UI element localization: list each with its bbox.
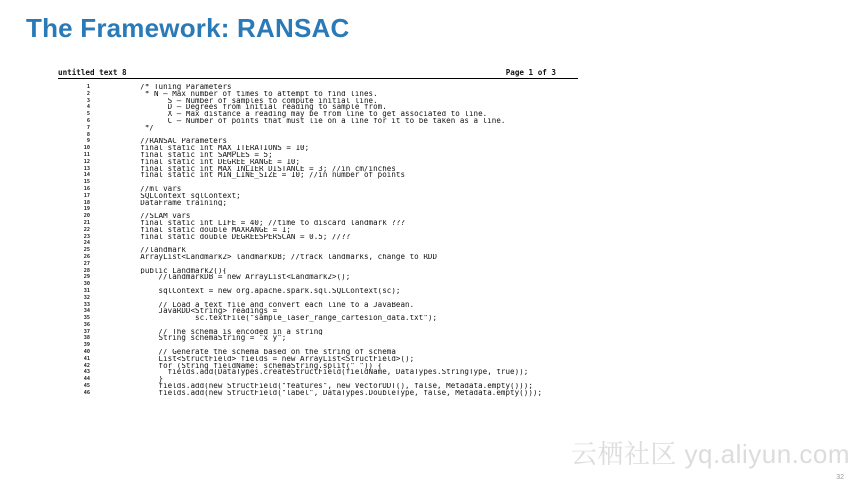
- code-line: [58, 390, 578, 397]
- code-text: final static int MAX_ITERATIONS = 10;: [122, 145, 310, 152]
- line-number: 17: [83, 192, 90, 199]
- code-text: }: [122, 376, 164, 384]
- code-text: final static int MIN_LINE_SIZE = 10; //in number of points: [122, 172, 406, 180]
- code-line: [58, 84, 578, 91]
- line-number: 35: [83, 315, 90, 322]
- code-text: [122, 179, 574, 186]
- line-number: 15: [83, 179, 90, 186]
- code-printout: [58, 68, 578, 397]
- code-line: [58, 132, 578, 139]
- code-line: [58, 179, 578, 186]
- printout-page-label: Page 1 of 3: [505, 68, 556, 77]
- line-number: 45: [83, 383, 90, 390]
- code-line: [58, 118, 578, 125]
- code-line: [58, 376, 578, 383]
- code-text: public Landmark2(){: [122, 267, 228, 275]
- code-line: [58, 172, 578, 179]
- code-line: [58, 166, 578, 173]
- code-line: [58, 145, 578, 152]
- line-number: 40: [83, 349, 90, 356]
- line-number: 14: [83, 172, 90, 179]
- code-line: [58, 329, 578, 336]
- code-line: [58, 240, 578, 247]
- code-line: [58, 104, 578, 111]
- code-text: SQLContext sqlContext;: [122, 192, 241, 200]
- code-line: [58, 335, 578, 342]
- line-number: 2: [86, 90, 90, 97]
- line-number: 30: [83, 281, 90, 288]
- code-text: [122, 206, 574, 213]
- line-number: 23: [83, 233, 90, 240]
- code-text: sc.textFile("sample_laser_range_cartesion_data.txt");: [122, 315, 438, 322]
- code-text: List<StructField> fields = new ArrayList<StructField>();: [122, 355, 415, 363]
- code-text: //landmark: [122, 247, 186, 254]
- slide-title: The Framework: RANSAC: [26, 13, 350, 43]
- line-number: 19: [83, 206, 90, 213]
- code-text: fields.add(new StructField("features", new VectorUDT(), false, Metadata.empty()));: [122, 383, 533, 390]
- code-line: [58, 349, 578, 356]
- line-number: 12: [83, 158, 90, 165]
- code-text: [122, 295, 574, 302]
- code-text: * N — Max number of times to attempt to find lines.: [122, 90, 378, 98]
- code-line: [58, 268, 578, 275]
- line-number: 46: [83, 389, 90, 396]
- code-line: [58, 302, 578, 309]
- code-text: */: [122, 124, 154, 132]
- code-line: [58, 152, 578, 159]
- code-text: final static int LIFE = 40; //time to discard landmark ???: [122, 219, 406, 227]
- line-number: 4: [86, 104, 90, 111]
- line-number: 42: [83, 362, 90, 369]
- code-line: [58, 308, 578, 315]
- line-number: 34: [83, 308, 90, 315]
- code-line: [58, 138, 578, 145]
- line-number: 10: [83, 145, 90, 152]
- code-line: [58, 363, 578, 370]
- line-number: 16: [83, 185, 90, 192]
- line-number: 38: [83, 335, 90, 342]
- code-line: [58, 91, 578, 98]
- code-line: [58, 261, 578, 268]
- code-text: X — Max distance a reading may be from line to get associated to line.: [122, 111, 488, 118]
- code-text: DataFrame training;: [122, 199, 228, 207]
- code-text: // Load a text file and convert each line to a JavaBean.: [122, 301, 415, 309]
- line-number: 44: [83, 376, 90, 383]
- line-number: 18: [83, 199, 90, 206]
- code-text: final static double DEGREESPERSCAN = 0.5; //??: [122, 233, 351, 241]
- code-line: [58, 383, 578, 390]
- printout-header: [58, 68, 578, 79]
- code-text: [122, 322, 574, 329]
- line-number: 11: [83, 151, 90, 158]
- code-text: sqlContext = new org.apache.spark.sql.SQLContext(sc);: [122, 287, 401, 295]
- printout-filename: untitled text 8: [58, 68, 127, 77]
- code-text: fields.add(new StructField("label", DataTypes.DoubleType, false, Metadata.empty()));: [122, 389, 543, 397]
- code-listing: [58, 84, 578, 397]
- code-line: [58, 234, 578, 241]
- line-number: 20: [83, 213, 90, 220]
- code-text: fields.add(DataTypes.createStructField(fieldName, DataTypes.StringType, true));: [122, 369, 529, 377]
- code-line: [58, 200, 578, 207]
- code-line: [58, 220, 578, 227]
- code-line: [58, 274, 578, 281]
- code-text: for (String fieldName: schemaString.split(" ")) {: [122, 362, 383, 370]
- code-text: D — Degrees from initial reading to sample from.: [122, 104, 387, 112]
- code-text: final static int DEGREE_RANGE = 10;: [122, 158, 301, 166]
- line-number: 28: [83, 267, 90, 274]
- code-line: [58, 186, 578, 193]
- code-line: [58, 315, 578, 322]
- code-line: [58, 342, 578, 349]
- line-number: 39: [83, 342, 90, 349]
- slide-page-number: 32: [836, 474, 844, 481]
- code-line: [58, 322, 578, 329]
- code-text: [122, 342, 574, 349]
- code-text: [122, 261, 574, 268]
- line-number: 31: [83, 287, 90, 294]
- line-number: 6: [86, 117, 90, 124]
- watermark: 云栖社区 yq.aliyun.com: [570, 439, 850, 469]
- line-number: 9: [86, 138, 90, 145]
- line-number: 29: [83, 274, 90, 281]
- code-line: [58, 213, 578, 220]
- line-number: 26: [83, 253, 90, 260]
- code-line: [58, 288, 578, 295]
- line-number: 21: [83, 219, 90, 226]
- line-number: 37: [83, 328, 90, 335]
- code-text: S — Number of samples to compute initial line.: [122, 97, 378, 105]
- line-number: 41: [83, 355, 90, 362]
- line-number: 24: [83, 240, 90, 247]
- line-number: 43: [83, 369, 90, 376]
- line-number: 7: [86, 124, 90, 131]
- line-number: 8: [86, 131, 90, 138]
- code-text: //ml vars: [122, 185, 182, 193]
- code-line: [58, 295, 578, 302]
- code-text: // Generate the schema based on the string of schema: [122, 349, 396, 356]
- code-text: [122, 240, 574, 247]
- code-line: [58, 254, 578, 261]
- line-number: 13: [83, 165, 90, 172]
- code-line: [58, 193, 578, 200]
- code-text: final static int SAMPLES = 5;: [122, 151, 273, 159]
- code-line: [58, 281, 578, 288]
- code-text: ArrayList<Landmark2> landmarkDB; //track landmarks, change to RDD: [122, 253, 438, 261]
- code-text: final static double MAXRANGE = 1;: [122, 226, 291, 234]
- code-line: [58, 125, 578, 132]
- code-line: [58, 356, 578, 363]
- code-text: // The schema is encoded in a string: [122, 328, 323, 336]
- line-number: 22: [83, 226, 90, 233]
- code-text: /* Tuning Parameters: [122, 84, 232, 91]
- line-number: 25: [83, 247, 90, 254]
- code-text: final static int MAX_INLIER_DISTANCE = 3; //in cm/inches: [122, 165, 396, 173]
- code-line: [58, 159, 578, 166]
- line-number: 27: [83, 260, 90, 267]
- code-text: C — Number of points that must lie on a line for it to be taken as a line.: [122, 117, 506, 125]
- code-line: [58, 98, 578, 105]
- line-number: 1: [86, 84, 90, 90]
- line-number: 36: [83, 321, 90, 328]
- code-text: //landmarkDB = new ArrayList<Landmark2>();: [122, 274, 351, 282]
- line-number: 3: [86, 97, 90, 104]
- code-text: [122, 132, 574, 139]
- line-number: 32: [83, 294, 90, 301]
- code-line: [58, 227, 578, 234]
- code-text: JavaRDD<String> readings =: [122, 308, 278, 316]
- code-text: String schemaString = "x y";: [122, 335, 287, 343]
- code-line: [58, 369, 578, 376]
- line-number: 5: [86, 111, 90, 118]
- code-text: //SLAM vars: [122, 213, 191, 220]
- code-line: [58, 206, 578, 213]
- line-number: 33: [83, 301, 90, 308]
- code-line: [58, 247, 578, 254]
- code-text: [122, 281, 574, 288]
- code-line: [58, 111, 578, 118]
- code-text: //RANSAC Parameters: [122, 138, 228, 146]
